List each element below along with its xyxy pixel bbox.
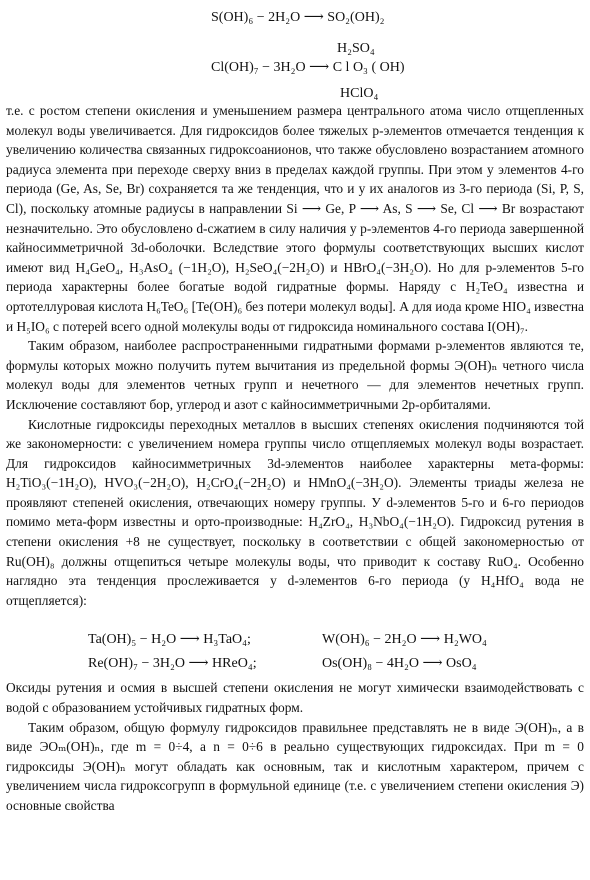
equations-mid (6, 610, 584, 676)
equation-tungsten: W(OH)₆ − 2H₂O ⟶ H₂WO₄ (322, 632, 487, 648)
equation-tantalum: Ta(OH)₅ − H₂O ⟶ H₃TaO₄; (88, 632, 251, 648)
paragraph-2: Таким образом, наиболее распространенными гидратными формами p-элементов являются те, формулы которых можно получить путем вычитания из предельной формы Э(OH)ₙ четного числа молекул воды для элементов четных групп и нечетного — для элементов нечетных групп. Исключение составляют бор, углерод и азот с кайносимметричными 2p-орбиталями. (6, 338, 584, 412)
paragraph-5: Таким образом, общую формулу гидроксидов правильнее представлять не в виде Э(OH)ₙ, а в виде ЭOₘ(OH)ₙ, где m = 0÷4, а n = 0÷6 в реально существующих гидроксидах. При m = 0 гидроксиды Э(OH)ₙ могут обладать как основным, так и кислотным характером, причем с увеличением числа гидроксогрупп в формульной единице (т.е. с увеличением степени окисления Э) основные свойства (6, 719, 584, 813)
equations-top (6, 6, 584, 101)
paragraph-1: т.е. с ростом степени окисления и уменьшением размера центрального атома число отщепленных молекул воды увеличивается. Для гидроксидов более тяжелых p-элементов отмечается тенденция к увеличению количества связанных гидроксоанионов, что также обусловлено возрастанием атомного радиуса элемента при переходе сверху вниз в пределах каждой группы. При этом у элементов 4-го периода (Ge, As, Se, Br) сохраняется та же тенденция, что и у их аналогов из 3-го периода (Si, P, S, Cl), поскольку атомные радиусы в направлении Si ⟶ Ge, P ⟶ As, S ⟶ Se, Cl ⟶ Br возрастают незначительно. Это обусловлено d-сжатием в силу наличия у p-элементов 4-го периода завершенной кайносимметричной 3d-оболочки. Вследствие этого формулы соответствующих высших кислот имеют вид H₄GeO₄, H₃AsO₄ (−1H₂O), H₂SeO₄(−2H₂O) и HBrO₄(−3H₂O). Но для p-элементов 5-го периода характерны более богатые водой гидратные формы. Наряду с H₂TeO₄ известна и ортотеллуровая кислота H₆TeO₆ [Te(OH)₆ без потери молекул воды]. А для иода кроме HIO₄ известна и H₅IO₆ с потерей всего одной молекулы воды от гидроксида номинального состава I(OH)₇. (6, 103, 584, 334)
paragraph-3: Кислотные гидроксиды переходных металлов в высших степенях окисления подчиняются той же закономерности: с увеличением номера группы число отщепляемых молекул воды возрастает. Для гидроксидов кайносимметричных 3d-элементов наиболее характерны мета-формы: H₂TiO₃(−1H₂O), HVO₃(−2H₂O), H₂CrO₄(−2H₂O) и HMnO₄(−3H₂O). Элементы триады железа не проявляют степеней окисления, отвечающих номеру группы. У d-элементов 5-го и 6-го периодов помимо мета-форм известны и орто-производные: H₄ZrO₄, H₃NbO₄(−1H₂O). Гидроксид рутения в степени окисления +8 не существует, поскольку в соответствии с общей закономерностью от Ru(OH)₈ должны отщепиться четыре молекулы воды, что приводит к составу RuO₄. Особенно наглядно эта тенденция прослеживается у d-элементов 6-го периода (у H₄HfO₄ вода не отщепляется): (6, 416, 584, 608)
equation-sulfur: S(OH)₆ − 2H₂O ⟶ SO₂(OH)₂ (211, 10, 385, 25)
equation-osmium: Os(OH)₈ − 4H₂O ⟶ OsO₄ (322, 656, 477, 672)
equation-hclo4: HClO₄ (340, 86, 379, 101)
paragraph-4: Оксиды рутения и осмия в высшей степени окисления не могут химически взаимодействовать с водой с образованием устойчивых гидратных форм. (6, 680, 584, 716)
equation-rhenium: Re(OH)₇ − 3H₂O ⟶ HReO₄; (88, 656, 257, 672)
equation-h2so4: H₂SO₄ (337, 41, 375, 56)
equation-chlorine: Cl(OH)₇ − 3H₂O ⟶ C l O₃ ( OH) (211, 60, 405, 75)
